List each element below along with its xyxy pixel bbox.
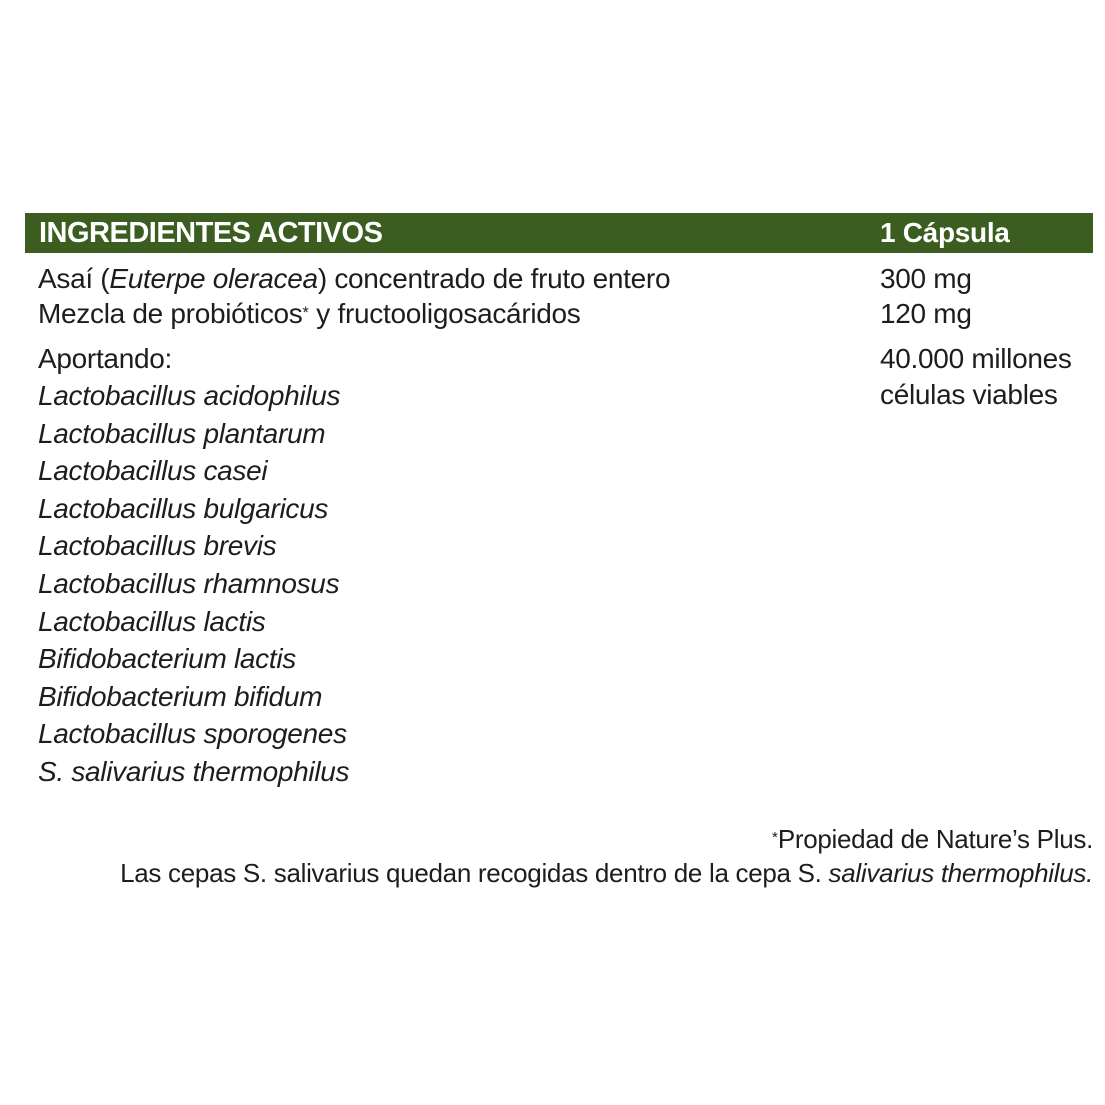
ingredient-name-acai-latin: Euterpe oleracea bbox=[109, 263, 318, 294]
strain-item: Bifidobacterium lactis bbox=[38, 643, 296, 675]
active-ingredients-header-bar bbox=[25, 213, 1093, 253]
serving-size-label: 1 Cápsula bbox=[880, 217, 1010, 248]
strain-item: Lactobacillus rhamnosus bbox=[38, 567, 340, 599]
providing-label: Aportando: bbox=[38, 343, 172, 374]
strain-list bbox=[38, 377, 349, 791]
footnote-strains bbox=[120, 857, 1093, 889]
ingredient-name-probiotic-post: y fructooligosacáridos bbox=[308, 298, 581, 329]
footnote-marker-asterisk: * bbox=[302, 304, 309, 322]
strain-item: Bifidobacterium bifidum bbox=[38, 680, 323, 712]
strain-item: Lactobacillus sporogenes bbox=[38, 718, 347, 750]
footnote-proprietary-text: Propiedad de Nature’s Plus. bbox=[777, 824, 1093, 854]
footnote-proprietary-marker: * bbox=[771, 829, 778, 846]
ingredient-name-probiotic-mix bbox=[38, 296, 581, 332]
header-title: INGREDIENTES ACTIVOS bbox=[39, 216, 383, 249]
ingredient-name-acai bbox=[38, 261, 670, 297]
strain-item: Lactobacillus plantarum bbox=[38, 417, 326, 449]
strain-item: Lactobacillus casei bbox=[38, 455, 268, 487]
strain-item: Lactobacillus lactis bbox=[38, 605, 266, 637]
providing-amount-line2: células viables bbox=[880, 379, 1058, 410]
ingredient-name-acai-post: ) concentrado de fruto entero bbox=[317, 263, 671, 294]
strain-item: Lactobacillus acidophilus bbox=[38, 380, 341, 411]
providing-amount-line1: 40.000 millones bbox=[880, 343, 1072, 374]
footnote-strains-pre: Las cepas S. salivarius quedan recogidas dentro de la cepa S. bbox=[120, 858, 829, 888]
ingredient-name-acai-pre: Asaí ( bbox=[38, 263, 110, 294]
providing-amount bbox=[880, 341, 1072, 413]
footnote-proprietary bbox=[772, 823, 1093, 855]
ingredient-amount-probiotic-mix: 120 mg bbox=[880, 298, 972, 329]
strain-item: Lactobacillus bulgaricus bbox=[38, 492, 329, 524]
strain-item: S. salivarius thermophilus bbox=[38, 755, 350, 787]
ingredient-name-probiotic-pre: Mezcla de probióticos bbox=[38, 298, 303, 329]
ingredient-amount-acai: 300 mg bbox=[880, 263, 972, 294]
footnote-strains-italic: salivarius thermophilus. bbox=[828, 858, 1093, 888]
strain-item: Lactobacillus brevis bbox=[38, 530, 277, 562]
